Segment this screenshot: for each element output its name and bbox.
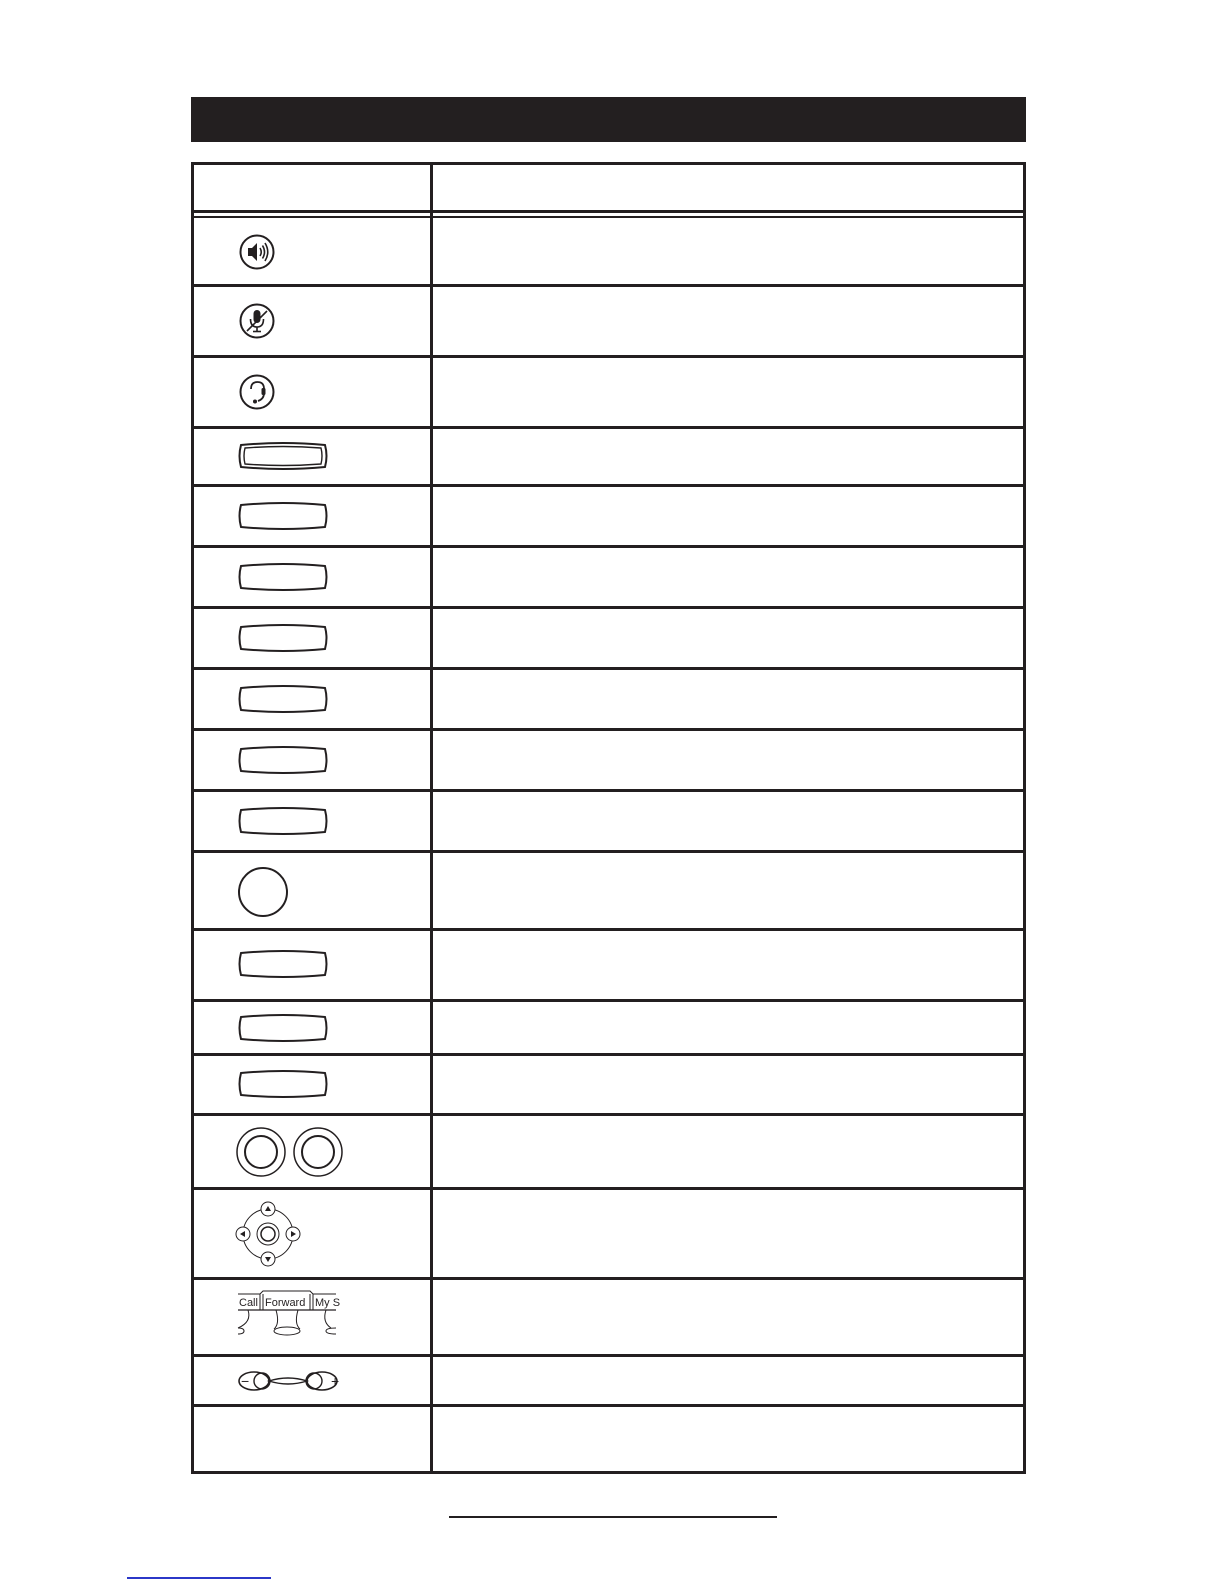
table-row (194, 1357, 1023, 1404)
volume-down-label: − (241, 1373, 250, 1389)
soft-keys-icon (238, 1291, 341, 1341)
key-table (191, 162, 1026, 1474)
table-row (194, 853, 1023, 928)
row-description (444, 1280, 1011, 1354)
navigation-pad-icon (234, 1200, 302, 1268)
volume-key-icon (238, 1369, 346, 1393)
table-row (194, 358, 1023, 426)
row-description (444, 429, 1011, 484)
soft-key-label: Call (239, 1297, 258, 1309)
footer-link[interactable] (127, 1577, 271, 1579)
header-description-cell (444, 165, 1011, 210)
double-outline-key-icon (238, 442, 328, 470)
key-icon (238, 502, 328, 530)
table-row (194, 287, 1023, 355)
row-description (444, 287, 1011, 355)
table-row (194, 1002, 1023, 1053)
row-description (444, 1002, 1011, 1053)
header-key-cell (194, 165, 430, 210)
row-description (444, 931, 1011, 999)
row-description (444, 1357, 1011, 1404)
key-icon (238, 563, 328, 591)
key-icon (238, 624, 328, 652)
row-description (444, 1190, 1011, 1277)
header-rule-secondary (194, 216, 1023, 218)
row-description (444, 731, 1011, 789)
soft-key-label: Forward (265, 1297, 306, 1309)
headset-icon (238, 373, 276, 411)
volume-up-label: + (331, 1373, 340, 1389)
table-row (194, 429, 1023, 484)
row-description (444, 1407, 1011, 1471)
header-rule (194, 210, 1023, 213)
page-title (191, 97, 1026, 142)
table-row (194, 548, 1023, 606)
table-row (194, 219, 1023, 284)
row-description (444, 670, 1011, 728)
table-header (194, 165, 1023, 210)
table-row (194, 670, 1023, 728)
table-row (194, 1116, 1023, 1187)
row-description (444, 548, 1011, 606)
table-row (194, 1190, 1023, 1277)
soft-key-label: My S (315, 1297, 341, 1309)
row-description (444, 219, 1011, 284)
key-icon (238, 807, 328, 835)
footer-rule (449, 1516, 777, 1518)
double-round-key-icon (234, 1126, 346, 1178)
table-row (194, 1280, 1023, 1354)
key-icon (238, 685, 328, 713)
table-row (194, 1407, 1023, 1471)
row-description (444, 853, 1011, 928)
row-description (444, 792, 1011, 850)
row-description (444, 1116, 1011, 1187)
table-row (194, 931, 1023, 999)
row-description (444, 358, 1011, 426)
table-row (194, 731, 1023, 789)
row-description (444, 1056, 1011, 1113)
round-key-icon (237, 866, 289, 918)
table-row (194, 792, 1023, 850)
table-row (194, 487, 1023, 545)
table-row (194, 1056, 1023, 1113)
key-icon (238, 1014, 328, 1042)
mute-icon (238, 302, 276, 340)
row-description (444, 609, 1011, 667)
row-description (444, 487, 1011, 545)
key-icon (238, 1070, 328, 1098)
table-row (194, 609, 1023, 667)
key-icon (238, 950, 328, 978)
speaker-icon (238, 233, 276, 271)
key-icon (238, 746, 328, 774)
